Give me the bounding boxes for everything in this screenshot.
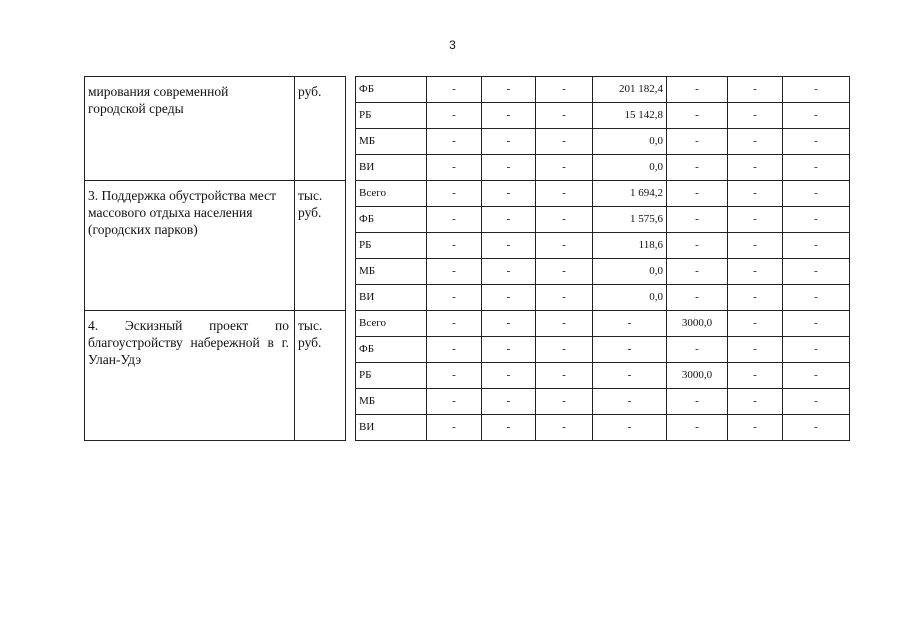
funding-source: РБ xyxy=(356,233,427,259)
value-cell: - xyxy=(427,103,482,129)
funding-source: Всего xyxy=(356,311,427,337)
funding-source: Всего xyxy=(356,181,427,207)
value-cell: - xyxy=(427,155,482,181)
value-cell: - xyxy=(593,311,667,337)
value-cell: - xyxy=(728,233,783,259)
value-cell: - xyxy=(728,311,783,337)
unit-cell: руб. xyxy=(295,77,346,181)
value-cell: - xyxy=(783,181,850,207)
value-cell: - xyxy=(427,389,482,415)
value-cell: 1 694,2 xyxy=(593,181,667,207)
value-cell: 15 142,8 xyxy=(593,103,667,129)
measure-description: 4. Эскизный проект по благоустройству набережной в г. Улан-Удэ xyxy=(85,311,295,441)
value-cell: - xyxy=(427,77,482,103)
value-cell: - xyxy=(728,129,783,155)
value-cell: - xyxy=(783,311,850,337)
funding-source: МБ xyxy=(356,259,427,285)
funding-source: МБ xyxy=(356,389,427,415)
value-cell: - xyxy=(536,389,593,415)
value-cell: - xyxy=(783,285,850,311)
value-cell: - xyxy=(536,155,593,181)
column-gap xyxy=(346,77,356,181)
value-cell: - xyxy=(783,363,850,389)
column-gap xyxy=(346,311,356,441)
funding-source: ФБ xyxy=(356,77,427,103)
value-cell: - xyxy=(783,389,850,415)
value-cell: - xyxy=(536,181,593,207)
funding-source: ВИ xyxy=(356,285,427,311)
value-cell: - xyxy=(427,337,482,363)
value-cell: - xyxy=(482,207,536,233)
value-cell: - xyxy=(667,181,728,207)
value-cell: 118,6 xyxy=(593,233,667,259)
value-cell: - xyxy=(536,285,593,311)
value-cell: - xyxy=(667,259,728,285)
value-cell: - xyxy=(536,337,593,363)
budget-table xyxy=(84,76,850,441)
value-cell: - xyxy=(482,363,536,389)
value-cell: - xyxy=(783,207,850,233)
value-cell: - xyxy=(667,129,728,155)
value-cell: - xyxy=(482,129,536,155)
value-cell: - xyxy=(667,77,728,103)
funding-source: ФБ xyxy=(356,207,427,233)
value-cell: - xyxy=(667,207,728,233)
value-cell: - xyxy=(667,415,728,441)
value-cell: - xyxy=(427,207,482,233)
value-cell: - xyxy=(427,259,482,285)
value-cell: - xyxy=(482,389,536,415)
value-cell: - xyxy=(536,259,593,285)
value-cell: - xyxy=(427,129,482,155)
unit-cell: тыс. руб. xyxy=(295,311,346,441)
value-cell: - xyxy=(536,363,593,389)
value-cell: - xyxy=(482,103,536,129)
unit-cell: тыс. руб. xyxy=(295,181,346,311)
value-cell: - xyxy=(427,363,482,389)
table-row xyxy=(85,311,850,337)
value-cell: - xyxy=(593,363,667,389)
value-cell: - xyxy=(728,259,783,285)
funding-source: МБ xyxy=(356,129,427,155)
value-cell: - xyxy=(667,389,728,415)
value-cell: 0,0 xyxy=(593,285,667,311)
value-cell: - xyxy=(783,155,850,181)
value-cell: - xyxy=(783,259,850,285)
value-cell: - xyxy=(728,181,783,207)
value-cell: - xyxy=(482,285,536,311)
value-cell: - xyxy=(783,233,850,259)
value-cell: - xyxy=(427,285,482,311)
value-cell: - xyxy=(783,337,850,363)
value-cell: - xyxy=(427,181,482,207)
value-cell: - xyxy=(667,155,728,181)
value-cell: - xyxy=(536,311,593,337)
value-cell: - xyxy=(482,311,536,337)
value-cell: - xyxy=(783,415,850,441)
value-cell: - xyxy=(728,285,783,311)
value-cell: - xyxy=(536,129,593,155)
value-cell: - xyxy=(593,415,667,441)
value-cell: - xyxy=(536,77,593,103)
value-cell: - xyxy=(427,311,482,337)
value-cell: - xyxy=(536,415,593,441)
value-cell: - xyxy=(427,233,482,259)
page-number: 3 xyxy=(449,38,456,52)
value-cell: - xyxy=(728,207,783,233)
value-cell: - xyxy=(728,337,783,363)
budget-table-body xyxy=(85,77,850,441)
value-cell: - xyxy=(783,103,850,129)
value-cell: - xyxy=(536,233,593,259)
value-cell: - xyxy=(482,155,536,181)
value-cell: - xyxy=(783,129,850,155)
funding-source: ВИ xyxy=(356,415,427,441)
value-cell: - xyxy=(728,155,783,181)
value-cell: - xyxy=(593,389,667,415)
value-cell: - xyxy=(667,233,728,259)
funding-source: РБ xyxy=(356,363,427,389)
value-cell: - xyxy=(427,415,482,441)
value-cell: 1 575,6 xyxy=(593,207,667,233)
measure-description: мирования современной городской среды xyxy=(85,77,295,181)
value-cell: 0,0 xyxy=(593,129,667,155)
value-cell: 0,0 xyxy=(593,155,667,181)
value-cell: - xyxy=(728,415,783,441)
value-cell: 3000,0 xyxy=(667,311,728,337)
value-cell: - xyxy=(667,337,728,363)
table-row xyxy=(85,181,850,207)
value-cell: 201 182,4 xyxy=(593,77,667,103)
value-cell: - xyxy=(667,285,728,311)
value-cell: - xyxy=(667,103,728,129)
table-row xyxy=(85,77,850,103)
value-cell: - xyxy=(482,259,536,285)
value-cell: 3000,0 xyxy=(667,363,728,389)
funding-source: ВИ xyxy=(356,155,427,181)
column-gap xyxy=(346,181,356,311)
value-cell: - xyxy=(593,337,667,363)
value-cell: - xyxy=(482,181,536,207)
value-cell: - xyxy=(536,207,593,233)
value-cell: 0,0 xyxy=(593,259,667,285)
value-cell: - xyxy=(482,415,536,441)
value-cell: - xyxy=(728,77,783,103)
value-cell: - xyxy=(728,389,783,415)
funding-source: ФБ xyxy=(356,337,427,363)
value-cell: - xyxy=(536,103,593,129)
value-cell: - xyxy=(482,337,536,363)
value-cell: - xyxy=(482,77,536,103)
measure-description: 3. Поддержка обустройства мест массового отдыха населения (городских парков) xyxy=(85,181,295,311)
value-cell: - xyxy=(783,77,850,103)
value-cell: - xyxy=(728,103,783,129)
value-cell: - xyxy=(728,363,783,389)
funding-source: РБ xyxy=(356,103,427,129)
value-cell: - xyxy=(482,233,536,259)
